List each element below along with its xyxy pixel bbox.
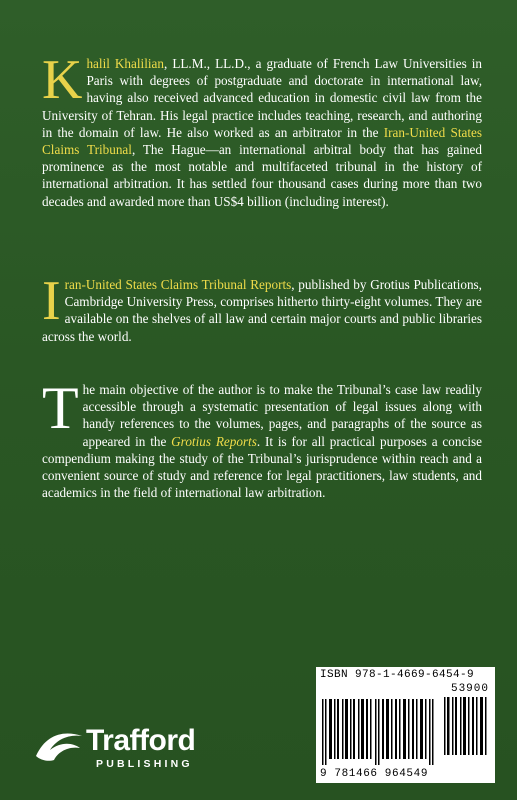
dropcap-k: K	[42, 49, 83, 111]
isbn-text: ISBN 978-1-4669-6454-9	[320, 669, 475, 681]
author-name: halil Khalilian	[86, 56, 164, 71]
ean-digits: 9 781466 964549	[320, 768, 429, 780]
addon-barcode-bars	[443, 697, 489, 755]
publisher-sub: PUBLISHING	[96, 758, 193, 770]
author-bio-paragraph	[42, 49, 483, 210]
dropcap-t: T	[42, 375, 79, 441]
barcode-box	[316, 667, 495, 783]
ean-barcode-bars	[320, 699, 438, 765]
publisher-name: Trafford	[86, 724, 196, 757]
author-bio-text-2: , The Hague—an international arbitral body that has gained prominence as the most notable and multifaceted tribunal in the history of international arbitration. It has settled four thousand cases during more than two decades and awarded more than US$4 billion (including interest).	[42, 142, 482, 209]
wave-swoosh-icon	[34, 726, 86, 766]
tribunal-name: Iran-United States Claims Tribunal	[42, 124, 483, 158]
objective-paragraph	[42, 375, 482, 501]
dropcap-i: I	[42, 270, 61, 332]
author-bio-text-1: , LL.M., LL.D., a graduate of French Law Universities in Paris with degrees of postgraduate and doctorate in international law, having also received advanced education in domestic civil law from the University of Tehran. His legal practice includes teaching, research, and authoring in the domain of law. He also worked as an arbitrator in the	[42, 56, 483, 140]
reports-paragraph	[42, 270, 482, 345]
grotius-reports: Grotius Reports	[171, 433, 257, 449]
price-code: 53900	[450, 683, 489, 695]
trafford-logo	[34, 720, 254, 776]
objective-text-1: he main objective of the author is to make the Tribunal’s case law readily accessible through a systematic presentation of legal issues along with handy references to the volumes, pages, and paragraphs of the source as appeared in the	[82, 382, 482, 449]
reports-title: ran-United States Claims Tribunal Reports	[64, 277, 292, 292]
objective-text-2: . It is for all practical purposes a concise compendium making the study of the Tribunal’s jurisprudence within reach and a convenient source of study and reference for legal practitioners, law students, and academics in the field of international law arbitration.	[42, 433, 482, 501]
reports-text: , published by Grotius Publications, Cambridge University Press, comprises hitherto thirty-eight volumes. They are available on the shelves of all law and certain major courts and public libraries across the world.	[42, 277, 482, 344]
